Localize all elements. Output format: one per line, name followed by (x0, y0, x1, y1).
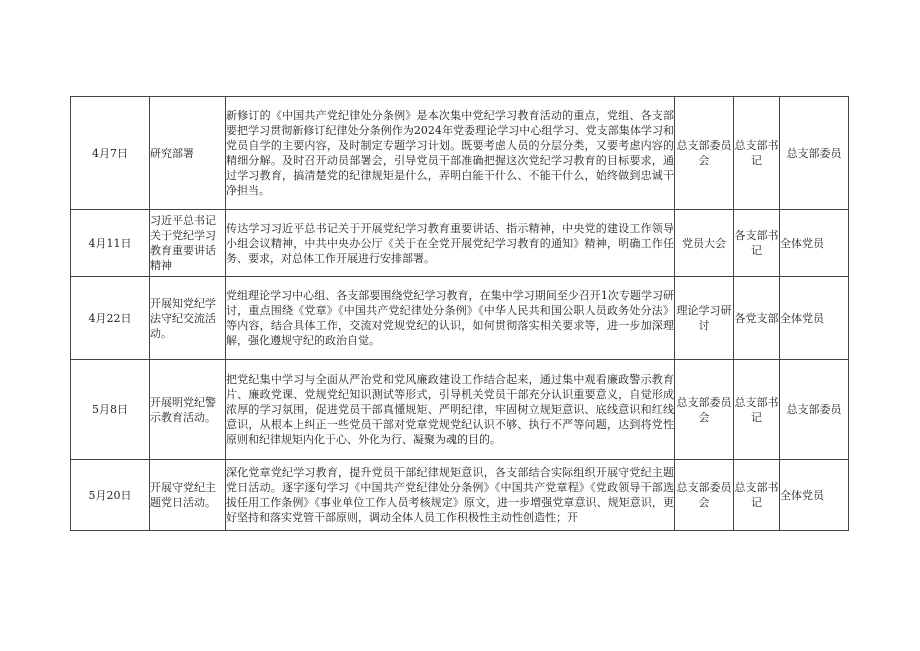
content-cell: 党组理论学习中心组、各支部要围绕党纪学习教育，在集中学习期间至少召开1次专题学习研讨，重点围绕《党章》《中国共产党纪律处分条例》《中华人民共和国公职人员政务处分法》等内容，结合具体工作，交流对党规党纪的认识，如何贯彻落实相关要求等，进一步加深理解，强化遵规守纪的政治自觉。 (226, 277, 675, 360)
topic-cell: 开展明党纪警示教育活动。 (150, 360, 226, 460)
content-cell: 把党纪集中学习与全面从严治党和党风廉政建设工作结合起来，通过集中观看廉政警示教育片、廉政党课、党规党纪知识测试等形式，引导机关党员干部充分认识重要意义，自觉形成浓厚的学习氛围，促进党员干部真懂规矩、严明纪律，牢固树立规矩意识、底线意识和红线意识，从根本上纠正一些党员干部对党章党规党纪认识不够、执行不严等问题，达到将党性原则和纪律规矩内化于心、外化为行、凝聚为魂的目的。 (226, 360, 675, 460)
organizer-cell: 总支部书记 (734, 360, 780, 460)
date-cell: 4月7日 (71, 97, 150, 210)
organizer-cell: 各支部书记 (734, 210, 780, 277)
participants-cell: 总支部委员 (780, 97, 849, 210)
table-row (71, 97, 849, 210)
table-row (71, 360, 849, 460)
activity-schedule-table (70, 96, 849, 531)
date-cell: 5月8日 (71, 360, 150, 460)
table-row (71, 210, 849, 277)
form-cell: 总支部委员会 (675, 460, 734, 531)
topic-cell: 开展知党纪学法守纪交流活动。 (150, 277, 226, 360)
participants-cell: 全体党员 (780, 277, 849, 360)
table-row (71, 460, 849, 531)
form-cell: 总支部委员会 (675, 97, 734, 210)
topic-cell: 研究部署 (150, 97, 226, 210)
date-cell: 4月11日 (71, 210, 150, 277)
participants-cell: 全体党员 (780, 210, 849, 277)
form-cell: 理论学习研讨 (675, 277, 734, 360)
date-cell: 5月20日 (71, 460, 150, 531)
organizer-cell: 各党支部 (734, 277, 780, 360)
organizer-cell: 总支部书记 (734, 97, 780, 210)
participants-cell: 全体党员 (780, 460, 849, 531)
participants-cell: 总支部委员 (780, 360, 849, 460)
topic-cell: 开展守党纪主题党日活动。 (150, 460, 226, 531)
content-cell: 新修订的《中国共产党纪律处分条例》是本次集中党纪学习教育活动的重点，党组、各支部要把学习贯彻新修订纪律处分条例作为2024年党委理论学习中心组学习、党支部集体学习和党员自学的主要内容，及时制定专题学习计划。既要考虑人员的分层分类，又要考虑内容的精细分解。及时召开动员部署会，引导党员干部准确把握这次党纪学习教育的目标要求，通过学习教育，搞清楚党的纪律规矩是什么，弄明白能干什么、不能干什么，始终做到忠诚干净担当。 (226, 97, 675, 210)
content-cell: 深化党章党纪学习教育，提升党员干部纪律规矩意识，各支部结合实际组织开展守党纪主题党日活动。逐字逐句学习《中国共产党纪律处分条例》《中国共产党章程》《党政领导干部选拔任用工作条例》《事业单位工作人员考核规定》原文，进一步增强党章意识、规矩意识，更好坚持和落实党管干部原则，调动全体人员工作积极性主动性创造性；开 (226, 460, 675, 531)
form-cell: 党员大会 (675, 210, 734, 277)
content-cell: 传达学习习近平总书记关于开展党纪学习教育重要讲话、指示精神，中央党的建设工作领导小组会议精神，中共中央办公厅《关于在全党开展党纪学习教育的通知》精神，明确工作任务、要求，对总体工作开展进行安排部署。 (226, 210, 675, 277)
organizer-cell: 总支部书记 (734, 460, 780, 531)
date-cell: 4月22日 (71, 277, 150, 360)
topic-cell: 习近平总书记关于党纪学习教育重要讲话精神 (150, 210, 226, 277)
table-row (71, 277, 849, 360)
form-cell: 总支部委员会 (675, 360, 734, 460)
